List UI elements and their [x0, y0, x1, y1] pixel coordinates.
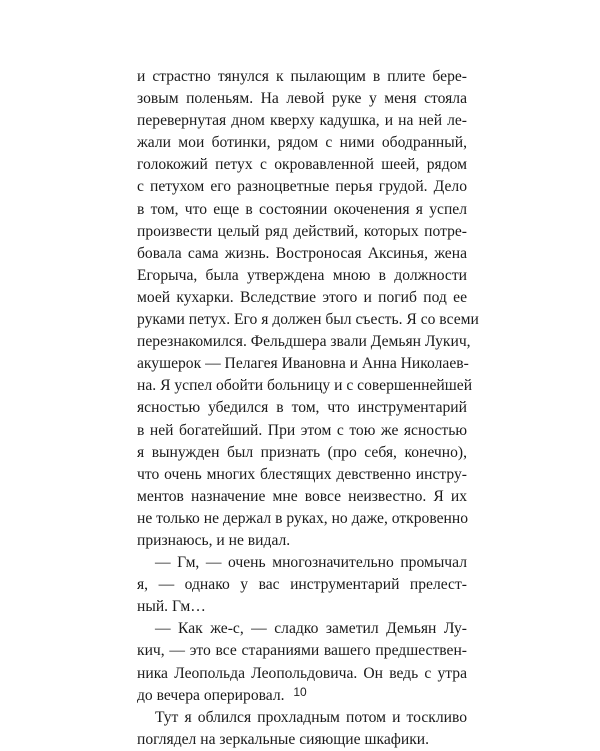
- text-line: зовым поленьям. На левой руке у меня стояла: [137, 90, 467, 108]
- text-line: в ней богатейший. При этом с тою же ясностью: [137, 421, 467, 439]
- page-number: 10: [293, 685, 307, 699]
- text-line: моей кухарки. Вследствие этого и погиб под ее: [137, 288, 467, 306]
- text-line: руками петух. Его я должен был съесть. Я со всеми: [137, 311, 479, 329]
- text-line: до вечера оперировал.: [137, 686, 285, 704]
- text-line: поглядел на зеркальные сияющие шкафики.: [137, 730, 430, 748]
- text-line: голокожий петух с окровавленной шеей, рядом: [137, 156, 467, 174]
- text-line: признаюсь, и не видал.: [137, 531, 291, 549]
- text-line: ника Леопольда Леопольдовича. Он ведь с утра: [137, 664, 467, 682]
- text-line: перевернутая дном кверху кадушка, и на ней ле-: [137, 112, 467, 130]
- text-line: в том, что еще в состоянии окоченения я успел: [137, 200, 467, 218]
- text-line: ментов назначение мне вовсе неизвестно. Я их: [137, 487, 467, 505]
- text-line: бовала сама жизнь. Востроносая Аксинья, жена: [137, 244, 467, 262]
- text-line: не только не держал в руках, но даже, откровенно: [137, 509, 469, 527]
- paragraph-first-line: Тут я облился прохладным потом и тоскливо: [155, 708, 467, 726]
- text-line: с петухом его разноцветные перья грудой. Дело: [137, 178, 467, 196]
- text-line: жали мои ботинки, рядом с ними ободранный,: [137, 134, 467, 152]
- text-line: и страстно тянулся к пылающим в плите бере-: [137, 68, 467, 85]
- body-text: [137, 66, 479, 751]
- dialogue-line: — Гм, — очень многозначительно промычал: [155, 554, 467, 572]
- text-line: на. Я успел обойти больницу и с совершеннейшей: [137, 377, 473, 395]
- dialogue-line: — Как же-с, — сладко заметил Демьян Лу-: [155, 620, 467, 638]
- text-line: произвести целый ряд действий, которых потре-: [137, 222, 467, 240]
- text-line: кич, — это все стараниями вашего предшествен-: [137, 642, 467, 660]
- text-line: ный. Гм…: [137, 598, 206, 616]
- text-line: ясностью убедился в том, что инструментарий: [137, 399, 467, 417]
- text-line: акушерок — Пелагея Ивановна и Анна Николаев-: [137, 355, 469, 373]
- text-line: перезнакомился. Фельдшера звали Демьян Лукич,: [137, 333, 471, 351]
- text-line: я вынужден был признать (про себя, конечно),: [137, 443, 467, 461]
- text-line: что очень многих блестящих девственно инстру-: [137, 465, 467, 483]
- text-line: Егорыча, была утверждена мною в должности: [137, 266, 467, 284]
- text-line: я, — однако у вас инструментарий прелест-: [137, 576, 467, 594]
